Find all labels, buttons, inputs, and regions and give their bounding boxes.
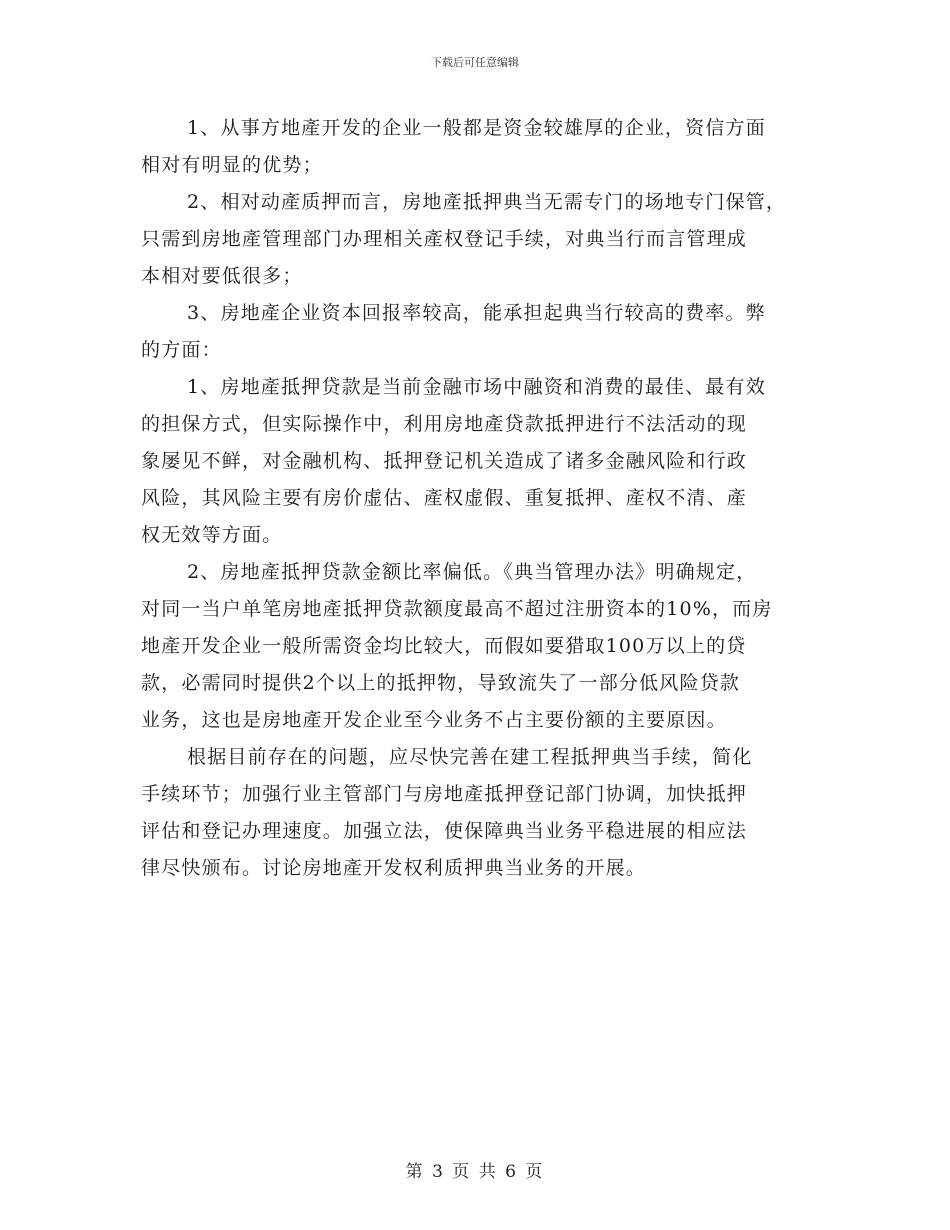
text-line: 1、从事方地產开发的企业一般都是资金较雄厚的企业，资信方面	[187, 117, 766, 139]
text-line: 3、房地產企业资本回报率较高，能承担起典当行较高的费率。弊	[187, 302, 766, 324]
text-line: 对同一当户单笔房地產抵押贷款额度最高不超过注册资本的10%，而房	[141, 598, 773, 620]
text-line: 地產开发企业一般所需资金均比较大，而假如要猎取100万以上的贷	[141, 635, 747, 657]
text-line: 业务，这也是房地產开发企业至今业务不占主要份额的主要原因。	[141, 709, 727, 731]
page-header-note: 下载后可任意编辑	[431, 56, 519, 69]
text-line: 律尽快颁布。讨论房地產开发权利质押典当业务的开展。	[141, 857, 647, 879]
document-body	[141, 110, 811, 887]
text-line: 评估和登记办理速度。加强立法，使保障典当业务平稳进展的相应法	[141, 820, 748, 842]
text-line: 只需到房地產管理部门办理相关產权登记手续，对典当行而言管理成	[141, 228, 748, 250]
text-line: 本相对要低很多；	[141, 265, 303, 287]
text-line: 的担保方式，但实际操作中，利用房地產贷款抵押进行不法活动的现	[141, 413, 748, 435]
text-line: 的方面：	[141, 339, 222, 361]
text-line: 款，必需同时提供2个以上的抵押物，导致流失了一部分低风险贷款	[141, 672, 741, 694]
text-line: 根据目前存在的问题，应尽快完善在建工程抵押典当手续，简化	[187, 746, 753, 768]
text-line: 2、房地產抵押贷款金额比率偏低。《典当管理办法》明确规定，	[187, 561, 757, 583]
text-line: 风险，其风险主要有房价虚估、產权虚假、重复抵押、產权不清、產	[141, 487, 748, 509]
text-line: 1、房地產抵押贷款是当前金融市场中融资和消费的最佳、最有效	[187, 376, 766, 398]
text-line: 象屡见不鲜，对金融机构、抵押登记机关造成了诸多金融风险和行政	[141, 450, 748, 472]
page-number: 第 3 页 共 6 页	[405, 1162, 545, 1182]
text-line: 2、相对动產质押而言，房地產抵押典当无需专门的场地专门保管，	[187, 191, 787, 213]
text-line: 手续环节；加强行业主管部门与房地產抵押登记部门协调，加快抵押	[141, 783, 748, 805]
text-line: 相对有明显的优势；	[141, 154, 323, 176]
text-line: 权无效等方面。	[141, 524, 283, 546]
